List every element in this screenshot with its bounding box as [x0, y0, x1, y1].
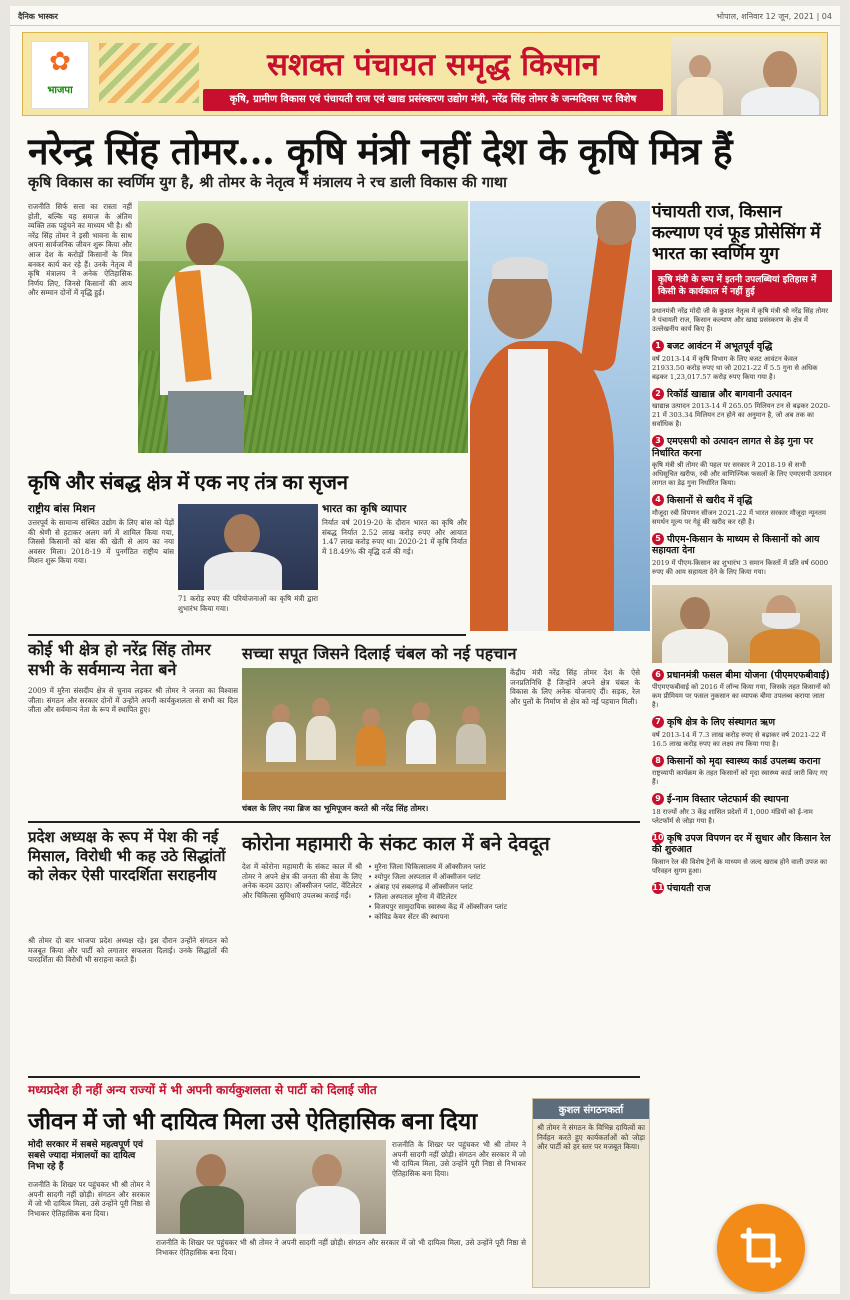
achievement-item: [652, 793, 832, 826]
achievement-item: [652, 494, 832, 527]
item-text: मौजूदा रबी विपणन सीजन 2021-22 में भारत सरकार मौजूदा न्यूनतम समर्थन मूल्य पर गेहूं की खरीद कर रही है।: [652, 508, 826, 526]
item-number: 9: [652, 793, 664, 805]
red-strapline: मध्यप्रदेश ही नहीं अन्य राज्यों में भी अपनी कार्यकुशलता से पार्टी को दिलाई जीत: [28, 1083, 377, 1097]
achievement-item: [652, 832, 832, 876]
section-corona-title: कोरोना महामारी के संकट काल में बने देवदूत: [242, 833, 550, 855]
organizer-box-title: कुशल संगठनकर्ता: [533, 1099, 649, 1119]
item-number: 10: [652, 832, 664, 842]
section-corona-text: देश में कोरोना महामारी के संकट काल में श्री तोमर ने अपने क्षेत्र की जनता की सेवा के लिए अनेक कदम उठाए। ऑक्सीजन प्लांट, वेंटिलेटर और चिकित्सा सुविधाएं उपलब्ध कराई गईं।: [242, 862, 362, 900]
section-life-text-side: राजनीति के शिखर पर पहुंचकर भी श्री तोमर ने अपनी सादगी नहीं छोड़ी। संगठन और सरकार में जो भी दायित्व मिला, उसे उन्होंने पूरी निष्ठा से निभाकर ऐतिहासिक बना दिया।: [392, 1140, 526, 1178]
item-text: पीएमएफबीवाई को 2016 में लॉन्च किया गया, जिसके तहत किसानों को कम प्रीमियम पर फसल नुकसान का व्यापक बीमा उपलब्ध कराया जाता है।: [652, 683, 830, 709]
achievement-item: [652, 882, 832, 895]
achievement-item: [652, 435, 832, 488]
item-title: प्रधानमंत्री फसल बीमा योजना (पीएमएफबीवाई): [667, 669, 830, 681]
masthead-strip: [10, 6, 840, 26]
achievements-column: [652, 201, 832, 894]
item-number: 5: [652, 533, 664, 545]
agri-trade-title: भारत का कृषि व्यापार: [322, 503, 407, 515]
achievement-item: [652, 388, 832, 430]
item-number: 11: [652, 882, 664, 892]
item-title: पीएम-किसान के माध्यम से किसानों को आय सहायता देना: [652, 533, 820, 556]
lotus-icon: ✿: [49, 47, 71, 77]
minister-waving-photo: [470, 201, 650, 631]
item-text: 2019 में पीएम-किसान का शुभारंभ 3 समान किस्तों में प्रति वर्ष 6000 रुपए की आय सहायता देने के लिए किया गया।: [652, 558, 829, 576]
section-leader-text: 2009 में मुरैना संसदीय क्षेत्र से चुनाव लड़कर श्री तोमर ने जनता का विश्वास जीता। संगठन और सरकार दोनों में उन्होंने अपनी कार्यकुशलता से सभी का दिल जीता और सर्वमान्य नेता के रूप में स्थापित हुए।: [28, 686, 238, 715]
item-number: 8: [652, 755, 664, 767]
newspaper-page: [10, 6, 840, 1294]
section-life-title: जीवन में जो भी दायित्व मिला उसे ऐतिहासिक बना दिया: [28, 1108, 478, 1134]
item-title: ई-नाम विस्तार प्लेटफार्म की स्थापना: [667, 794, 789, 805]
achievements-intro: प्रधानमंत्री नरेंद्र मोदी जी के कुशल नेतृत्व में कृषि मंत्री श्री नरेंद्र सिंह तोमर ने पंचायती राज, किसान कल्याण और खाद्य प्रसंस्करण के क्षेत्र में उल्लेखनीय कार्य किए हैं।: [652, 307, 829, 333]
divider: [28, 634, 466, 636]
corona-bullet: • जिला अस्पताल मुरैना में वेंटिलेटर: [368, 893, 457, 901]
date-line: भोपाल, शनिवार 12 जून, 2021 | 04: [716, 12, 832, 21]
organizer-box: [532, 1098, 650, 1288]
banner-subtitle: कृषि, ग्रामीण विकास एवं पंचायती राज एवं खाद्य प्रसंस्करण उद्योग मंत्री, नरेंद्र सिंह तोमर के जन्मदिवस पर विशेष: [203, 89, 663, 111]
chambal-photo-caption: चंबल के लिए नया ब्रिज का भूमिपूजन करते श्री नरेंद्र सिंह तोमर।: [242, 804, 429, 813]
item-title: एमएसपी को उत्पादन लागत से डेढ़ गुना पर निर्धारित करना: [652, 436, 813, 459]
item-number: 1: [652, 340, 664, 352]
item-number: 4: [652, 494, 664, 506]
party-logo-text: भाजपा: [47, 85, 73, 96]
item-number: 6: [652, 669, 664, 681]
section-system-title: कृषि और संबद्ध क्षेत्र में एक नए तंत्र का सृजन: [28, 472, 349, 494]
item-text: वर्ष 2013-14 में 7.3 लाख करोड़ रुपए से बढ़ाकर वर्ष 2021-22 में 16.5 लाख करोड़ रुपए का लक्ष्य तय किया गया है।: [652, 730, 826, 748]
bjp-lotus-logo: [31, 41, 89, 109]
bamboo-mission-text: उत्तरपूर्व के सामान्य संस्थित उद्योग के लिए बांस को पेड़ों की श्रेणी से हटाकर अलग वर्ग में शामिल किया गया, जिससे किसानों को बांस की खेती से आय का नया अवसर मिला। 2018-19 में पुनर्गठित राष्ट्रीय बांस मिशन शुरू किया गया।: [28, 518, 174, 566]
achievements-callout: कृषि मंत्री के रूप में इतनी उपलब्धियां इतिहास में किसी के कार्यकाल में नहीं हुई: [652, 270, 832, 302]
divider: [28, 1076, 640, 1078]
intro-article-text: राजनीति सिर्फ सत्ता का रास्ता नहीं होती, बल्कि यह समाज के अंतिम व्यक्ति तक पहुंचने का माध्यम भी है। श्री नरेंद्र सिंह तोमर ने इसी भावना के साथ अपना सार्वजनिक जीवन शुरू किया और आज देश के करोड़ों किसानों के मित्र बनकर कार्य कर रहे हैं। उनके नेतृत्व में कृषि मंत्रालय ने अनेक ऐतिहासिक निर्णय लिए, जिनसे किसानों की आय और सम्मान दोनों में वृद्धि हुई।: [28, 202, 132, 298]
achievement-item: [652, 716, 832, 749]
item-text: वर्ष 2013-14 में कृषि विभाग के लिए बजट आवंटन केवल 21933.50 करोड़ रुपए था जो 2021-22 में 5.5 गुना से अधिक बढ़कर 1,23,017.57 करोड़ रुपए किया गया है।: [652, 354, 818, 381]
banner-portrait-photo: [671, 37, 821, 115]
item-title: कृषि उपज विपणन दर में सुधार और किसान रेल की शुरुआत: [652, 832, 831, 855]
divider: [28, 821, 640, 823]
item-title: किसानों से खरीद में वृद्धि: [667, 495, 753, 506]
organizer-box-text: श्री तोमर ने संगठन के विभिन्न दायित्वों का निर्वहन करते हुए कार्यकर्ताओं को जोड़ा और पार्टी को हर स्तर पर मजबूत किया।: [537, 1123, 645, 1152]
corona-bullet: • कोविड केयर सेंटर की स्थापना: [368, 913, 450, 921]
decorative-stripes: [99, 43, 199, 103]
main-headline: नरेन्द्र सिंह तोमर... कृषि मंत्री नहीं देश के कृषि मित्र हैं: [28, 129, 733, 173]
corona-bullet: • मुरैना जिला चिकित्सालय में ऑक्सीजन प्लांट: [368, 863, 486, 871]
bridge-bhoomipujan-photo: [242, 668, 506, 800]
crop-icon: [717, 1204, 805, 1292]
section-state-title: प्रदेश अध्यक्ष के रूप में पेश की नई मिसाल, विरोधी भी कह उठे सिद्धांतों को लेकर ऐसी पारदर्शिता सराहनीय: [28, 828, 226, 884]
item-number: 3: [652, 435, 664, 447]
achievement-item: [652, 340, 832, 382]
farmer-photo: [138, 201, 468, 453]
item-title: किसानों को मृदा स्वास्थ्य कार्ड उपलब्ध कराना: [667, 755, 821, 767]
crop-button[interactable]: [717, 1204, 805, 1292]
campaign-banner: [22, 32, 828, 116]
item-title: कृषि क्षेत्र के लिए संस्थागत ऋण: [667, 717, 776, 728]
section-life-text: राजनीति के शिखर पर पहुंचकर भी श्री तोमर ने अपनी सादगी नहीं छोड़ी। संगठन और सरकार में जो भी दायित्व मिला, उसे उन्होंने पूरी निष्ठा से निभाकर ऐतिहासिक बना दिया।: [28, 1180, 150, 1218]
item-number: 7: [652, 716, 664, 728]
paper-name: दैनिक भास्कर: [18, 12, 58, 21]
corona-bullets: [368, 862, 640, 922]
achievement-item: [652, 533, 832, 577]
section-state-text: श्री तोमर दो बार भाजपा प्रदेश अध्यक्ष रहे। इस दौरान उन्होंने संगठन को मजबूत किया और पार्टी को लगातार सफलता दिलाई। उनके सिद्धांतों की पारदर्शिता की विरोधी भी सराहना करते हैं।: [28, 936, 228, 965]
item-text: कृषि मंत्री श्री तोमर की पहल पर सरकार ने 2018-19 से सभी अधिसूचित खरीफ, रबी और वाणिज्यिक फसलों के लिए एमएसपी उत्पादन लागत का डेढ़ गुना निर्धारित किया।: [652, 461, 832, 487]
item-title: बजट आवंटन में अभूतपूर्व वृद्धि: [667, 341, 773, 352]
bamboo-mission-title: राष्ट्रीय बांस मिशन: [28, 503, 96, 515]
section-leader-title: कोई भी क्षेत्र हो नरेंद्र सिंह तोमर सभी के सर्वमान्य नेता बने: [28, 640, 211, 679]
agri-trade-text: निर्यात वर्ष 2019-20 के दौरान भारत का कृषि और संबद्ध निर्यात 2.52 लाख करोड़ रुपए और आयात 1.47 लाख करोड़ रुपए था। 2020-21 में कृषि निर्यात में 18.49% की वृद्धि दर्ज की गई।: [322, 518, 467, 556]
minister-with-cm-photo: [156, 1140, 386, 1234]
subheadline: कृषि विकास का स्वर्णिम युग है, श्री तोमर के नेतृत्व में मंत्रालय ने रच डाली विकास की गाथा: [28, 175, 507, 191]
banner-title: सशक्त पंचायत समृद्ध किसान: [267, 47, 599, 83]
item-title: पंचायती राज: [667, 882, 711, 894]
item-text: खाद्यान्न उत्पादन 2013-14 में 265.05 मिलियन टन से बढ़कर 2020-21 में 303.34 मिलियन टन होने का अनुमान है, जो अब तक का सर्वाधिक है।: [652, 402, 831, 428]
section-life-side-title: मोदी सरकार में सबसे महत्वपूर्ण एवं सबसे ज्यादा मंत्रालयों का दायित्व निभा रहे हैं: [28, 1140, 144, 1172]
corona-bullet: • विजयपुर सामुदायिक स्वास्थ्य केंद्र में ऑक्सीजन प्लांट: [368, 903, 507, 911]
item-number: 2: [652, 388, 664, 400]
minister-speaking-photo: [178, 504, 318, 590]
achievement-item: [652, 755, 832, 788]
item-text: किसान रेल की विशेष ट्रेनों के माध्यम से जल्द खराब होने वाली उपज का परिवहन सुगम हुआ।: [652, 857, 828, 875]
section-chambal-title: सच्चा सपूत जिसने दिलाई चंबल को नई पहचान: [242, 644, 517, 663]
item-text: राष्ट्रव्यापी कार्यक्रम के तहत किसानों को मृदा स्वास्थ्य कार्ड जारी किए गए हैं।: [652, 769, 828, 786]
minister-with-pm-photo: [652, 585, 832, 663]
item-text: 18 राज्यों और 3 केंद्र शासित प्रदेशों में 1,000 मंडियों को ई-नाम प्लेटफॉर्म से जोड़ा गया है।: [652, 807, 813, 825]
section-life-text-lower: राजनीति के शिखर पर पहुंचकर भी श्री तोमर ने अपनी सादगी नहीं छोड़ी। संगठन और सरकार में जो भी दायित्व मिला, उसे उन्होंने पूरी निष्ठा से निभाकर ऐतिहासिक बना दिया।: [156, 1238, 526, 1257]
photo-caption-system: 71 करोड़ रुपए की परियोजनाओं का कृषि मंत्री द्वारा शुभारंभ किया गया।: [178, 594, 318, 613]
achievement-item: [652, 669, 832, 711]
corona-bullet: • श्योपुर जिला अस्पताल में ऑक्सीजन प्लांट: [368, 873, 481, 881]
item-title: रिकॉर्ड खाद्यान्न और बागवानी उत्पादन: [667, 388, 792, 400]
section-chambal-text: केंद्रीय मंत्री नरेंद्र सिंह तोमर देश के ऐसे जनप्रतिनिधि हैं जिन्होंने अपने क्षेत्र चंबल के विकास के लिए अनेक योजनाएं दीं। सड़क, रेल और पुलों के निर्माण से क्षेत्र को नई पहचान मिली।: [510, 668, 640, 706]
corona-bullet: • अंबाह एवं सबलगढ़ में ऑक्सीजन प्लांट: [368, 883, 473, 891]
achievements-heading: पंचायती राज, किसान कल्याण एवं फूड प्रोसेसिंग में भारत का स्वर्णिम युग: [652, 202, 821, 263]
